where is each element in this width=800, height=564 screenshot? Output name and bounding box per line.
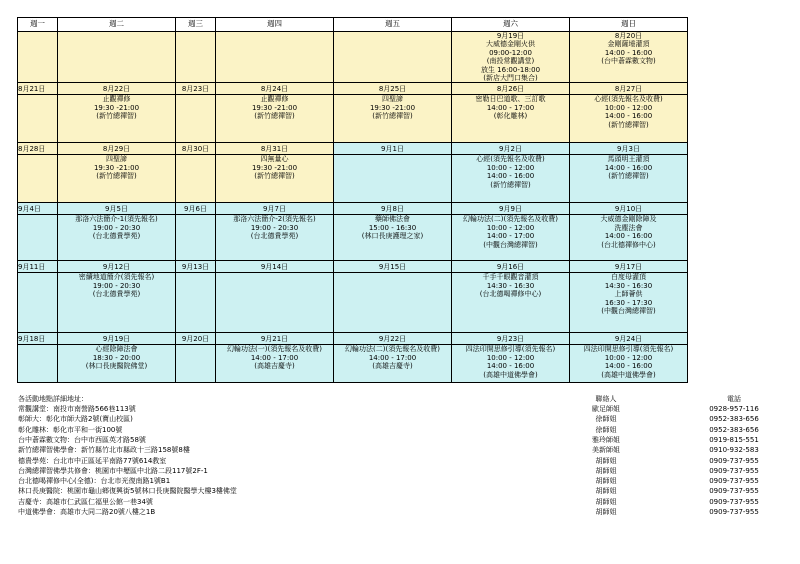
- event-cell: [452, 215, 570, 261]
- date-cell: 9月10日: [570, 203, 688, 215]
- date-row: [18, 143, 688, 155]
- venue-row: [18, 445, 788, 455]
- event-cell: [334, 273, 452, 333]
- venue-contact: 歐足師姐: [592, 405, 620, 413]
- event-row: [18, 215, 688, 261]
- venue-row: [18, 414, 788, 424]
- date-cell: 9月14日: [216, 261, 334, 273]
- date-cell: 9月2日: [452, 143, 570, 155]
- event-cell: [58, 95, 176, 143]
- weekday-header: 週四: [216, 18, 334, 32]
- date-cell: 9月6日: [176, 203, 216, 215]
- venue-phone: 0952-383-656: [709, 415, 759, 424]
- event-text: 千手千眼觀音灌頂 14:30 - 16:30 (台北德喝禪修中心): [479, 273, 542, 299]
- venue-address: 台北德喝禪修中心(全德)：台北市光復南路1號B1: [18, 477, 171, 486]
- event-cell: [570, 155, 688, 203]
- contact-header: 聯絡人: [595, 395, 617, 403]
- date-cell: 9月19日: [58, 333, 176, 345]
- date-cell: 9月13日: [176, 261, 216, 273]
- event-cell: [216, 155, 334, 203]
- date-cell: 8月21日: [18, 83, 58, 95]
- venue-phone: 0909-737-955: [709, 456, 759, 465]
- event-text: 心經除障法會 18:30 - 20:00 (林口長庚醫院佛堂): [85, 345, 148, 371]
- event-text: 金剛薩埵灌頂 14:00 - 16:00 (台中蒼霖數文物): [601, 40, 656, 66]
- venue-row: [18, 507, 788, 517]
- venue-contact: 胡師姐: [595, 497, 617, 506]
- event-row: [18, 155, 688, 203]
- event-cell: [18, 273, 58, 333]
- event-cell: [216, 215, 334, 261]
- date-cell: 9月3日: [570, 143, 688, 155]
- event-cell: [18, 215, 58, 261]
- event-text: 四無量心 19:30 -21:00 (新竹總禪智): [251, 155, 298, 181]
- event-cell: [18, 345, 58, 383]
- venue-row: [18, 486, 788, 496]
- event-cell: [176, 95, 216, 143]
- event-cell: [216, 95, 334, 143]
- event-text: 心經(須先報名及收費) 10:00 - 12:00 14:00 - 16:00 (新竹總禪智): [476, 155, 545, 189]
- venue-contact: 胡師姐: [595, 477, 617, 486]
- event-cell: [452, 273, 570, 333]
- date-cell: 9月7日: [216, 203, 334, 215]
- event-cell: [58, 215, 176, 261]
- venue-phone: 0909-737-955: [709, 487, 759, 496]
- phone-header: 電話: [727, 395, 741, 403]
- venue-phone: 0952-383-656: [709, 425, 759, 434]
- event-calendar: [17, 17, 688, 383]
- date-cell: 8月31日: [216, 143, 334, 155]
- weekday-header: 週二: [58, 18, 176, 32]
- weekday-header: 週六: [452, 18, 570, 32]
- venue-phone: 0909-737-955: [709, 477, 759, 486]
- date-cell: 9月20日: [176, 333, 216, 345]
- event-row: [18, 345, 688, 383]
- date-cell: 9月1日: [334, 143, 452, 155]
- venue-phone: 0909-737-955: [709, 508, 759, 516]
- event-row: [18, 95, 688, 143]
- event-text: 大威德金剛除障及 洗塵法會 14:00 - 16:00 (台北德禪修中心): [600, 215, 657, 249]
- event-text: 四聖諦 19:30 -21:00 (新竹總禪智): [369, 95, 416, 121]
- venue-row: [18, 466, 788, 476]
- venue-address: 常觀講堂：南投市南營路566巷113號: [18, 405, 136, 413]
- event-cell: [18, 32, 58, 83]
- venue-contact: 胡師姐: [595, 456, 617, 465]
- venue-address: 新竹總禪智佛學會：新竹縣竹北市縣政十三路158號8樓: [18, 446, 190, 455]
- date-cell: 8月28日: [18, 143, 58, 155]
- venue-contact: 胡師姐: [595, 466, 617, 475]
- venue-contact: 雅玲師姐: [592, 435, 620, 444]
- event-cell: [18, 155, 58, 203]
- venue-row: [18, 435, 788, 445]
- venue-contact: 胡師姐: [595, 508, 617, 516]
- event-row: [18, 32, 688, 83]
- event-cell: [334, 215, 452, 261]
- event-cell: [334, 345, 452, 383]
- date-cell: 8月30日: [176, 143, 216, 155]
- date-cell: 8月24日: [216, 83, 334, 95]
- venue-row: [18, 497, 788, 507]
- date-cell: 9月8日: [334, 203, 452, 215]
- date-row: [18, 333, 688, 345]
- date-cell: 9月12日: [58, 261, 176, 273]
- weekday-header: 週日: [570, 18, 688, 32]
- venue-row: [18, 456, 788, 466]
- date-cell: 9月22日: [334, 333, 452, 345]
- venue-phone: 0910-932-583: [709, 446, 759, 455]
- venue-row: [18, 476, 788, 486]
- date-row: [18, 261, 688, 273]
- date-cell: 9月17日: [570, 261, 688, 273]
- date-row: [18, 83, 688, 95]
- event-cell: [570, 345, 688, 383]
- event-cell: [216, 273, 334, 333]
- date-cell: 8月26日: [452, 83, 570, 95]
- event-cell: [176, 345, 216, 383]
- date-cell: 9月23日: [452, 333, 570, 345]
- event-cell: [58, 32, 176, 83]
- venue-address: 彰師大：彰化市師大路2號(寶山校區): [18, 415, 133, 424]
- event-text: 四法印開思修引導(須先報名) 10:00 - 12:00 14:00 - 16:00 (高雄中道佛學會): [465, 345, 556, 379]
- event-cell: [216, 345, 334, 383]
- venue-contact: 美新師姐: [592, 446, 620, 455]
- event-cell: [570, 95, 688, 143]
- date-row: [18, 203, 688, 215]
- event-cell: [58, 345, 176, 383]
- date-label: 9月19日: [496, 32, 525, 40]
- weekday-header: 週一: [18, 18, 58, 32]
- event-text: 密勒日巴道歌、三訂歌 14:00 - 17:00 (彰化雕林): [475, 95, 546, 121]
- event-text: 那洛六法簡介-2(須先報名) 19:00 - 20:30 (台北德貴學苑): [233, 215, 316, 241]
- event-cell: [58, 273, 176, 333]
- event-cell: [18, 95, 58, 143]
- venue-address: 中道佛學會：高雄市大同二路20號八樓之1B: [18, 508, 156, 516]
- venue-address: 林口長庚醫院：桃園市龜山鄉復興街5號林口長庚醫院醫學大樓3樓佛堂: [18, 487, 237, 496]
- venue-address: 台灣總禪智佛學共修會：桃園市中壢區中北路二段117號2F-1: [18, 466, 208, 475]
- event-cell: [216, 32, 334, 83]
- event-text: 藥師佛法會 15:00 - 16:30 (林口長庚護理之家): [361, 215, 424, 241]
- date-cell: 8月22日: [58, 83, 176, 95]
- date-cell: 9月24日: [570, 333, 688, 345]
- venue-contact: 胡師姐: [595, 487, 617, 496]
- venue-header-row: [18, 394, 788, 404]
- event-text: 幻輪功法(二)(須先報名及收費) 10:00 - 12:00 14:00 - 17:00 (中觀台灣總禪智): [463, 215, 558, 249]
- event-cell: [452, 345, 570, 383]
- venue-phone: 0919-815-551: [709, 435, 759, 444]
- event-cell: [452, 32, 570, 83]
- event-text: 幻輪功法(二)(須先報名及收費) 14:00 - 17:00 (高雄吉慶寺): [345, 345, 440, 371]
- venue-address: 德貴學苑：台北市中正區延平南路77號614教室: [18, 456, 167, 465]
- venue-phone: 0909-737-955: [709, 497, 759, 506]
- event-cell: [334, 155, 452, 203]
- event-cell: [334, 95, 452, 143]
- event-cell: [58, 155, 176, 203]
- date-cell: 9月9日: [452, 203, 570, 215]
- venue-phone: 0909-737-955: [709, 466, 759, 475]
- event-text: 四聖諦 19:30 -21:00 (新竹總禪智): [93, 155, 140, 181]
- date-cell: 8月29日: [58, 143, 176, 155]
- event-cell: [570, 273, 688, 333]
- weekday-header-row: [18, 18, 688, 32]
- event-cell: [452, 95, 570, 143]
- event-text: 止觀禪修 19:30 -21:00 (新竹總禪智): [251, 95, 298, 121]
- event-cell: [334, 32, 452, 83]
- event-text: 馬頭明王灌頂 14:00 - 16:00 (新竹總禪智): [604, 155, 653, 181]
- event-cell: [570, 32, 688, 83]
- venue-heading: 各活動地點詳細地址：: [18, 395, 88, 403]
- date-label: 8月20日: [614, 32, 643, 40]
- event-cell: [452, 155, 570, 203]
- event-text: 那洛六法簡介-1(須先報名) 19:00 - 20:30 (台北德貴學苑): [75, 215, 158, 241]
- date-cell: 9月21日: [216, 333, 334, 345]
- venue-contact: 徐師姐: [595, 425, 617, 434]
- date-cell: 9月5日: [58, 203, 176, 215]
- event-text: 止觀禪修 19:30 -21:00 (新竹總禪智): [93, 95, 140, 121]
- date-cell: 8月27日: [570, 83, 688, 95]
- event-cell: [570, 215, 688, 261]
- date-cell: 9月16日: [452, 261, 570, 273]
- venue-contact: 徐師姐: [595, 415, 617, 424]
- date-cell: 9月15日: [334, 261, 452, 273]
- date-cell: 8月23日: [176, 83, 216, 95]
- date-cell: 9月11日: [18, 261, 58, 273]
- venue-row: [18, 425, 788, 435]
- venue-phone: 0928-957-116: [709, 405, 759, 413]
- weekday-header: 週三: [176, 18, 216, 32]
- weekday-header: 週五: [334, 18, 452, 32]
- event-cell: [176, 32, 216, 83]
- event-cell: [176, 273, 216, 333]
- event-cell: [176, 155, 216, 203]
- date-cell: 9月4日: [18, 203, 58, 215]
- venue-address: 吉慶寺：高雄市仁武區仁福里公館一巷34號: [18, 497, 153, 506]
- event-text: 白度母灌頂 14:30 - 16:30 上師薈供 16:30 - 17:30 (中觀台灣總禪智): [601, 273, 656, 316]
- event-text: 幻輪功法(一)(須先報名及收費) 14:00 - 17:00 (高雄吉慶寺): [227, 345, 322, 371]
- date-cell: 8月25日: [334, 83, 452, 95]
- event-text: 心經(須先報名及收費) 10:00 - 12:00 14:00 - 16:00 (新竹總禪智): [594, 95, 663, 129]
- venue-address: 台中蒼霖數文物：台中市西區英才路58號: [18, 435, 146, 444]
- venue-address: 彰化雕林：彰化市平和一街100號: [18, 425, 123, 434]
- event-text: 大威德金剛火供 09:00-12:00 (南投常觀講堂) 放生 16:00-18:00 (新店大門口集合): [480, 40, 541, 83]
- date-cell: 9月18日: [18, 333, 58, 345]
- event-text: 密續地道簡介(須先報名) 19:00 - 20:30 (台北德貴學苑): [78, 273, 155, 299]
- event-row: [18, 273, 688, 333]
- event-text: 四法印開思修引導(須先報名) 10:00 - 12:00 14:00 - 16:00 (高雄中道佛學會): [583, 345, 674, 379]
- venue-row: [18, 404, 788, 414]
- event-cell: [176, 215, 216, 261]
